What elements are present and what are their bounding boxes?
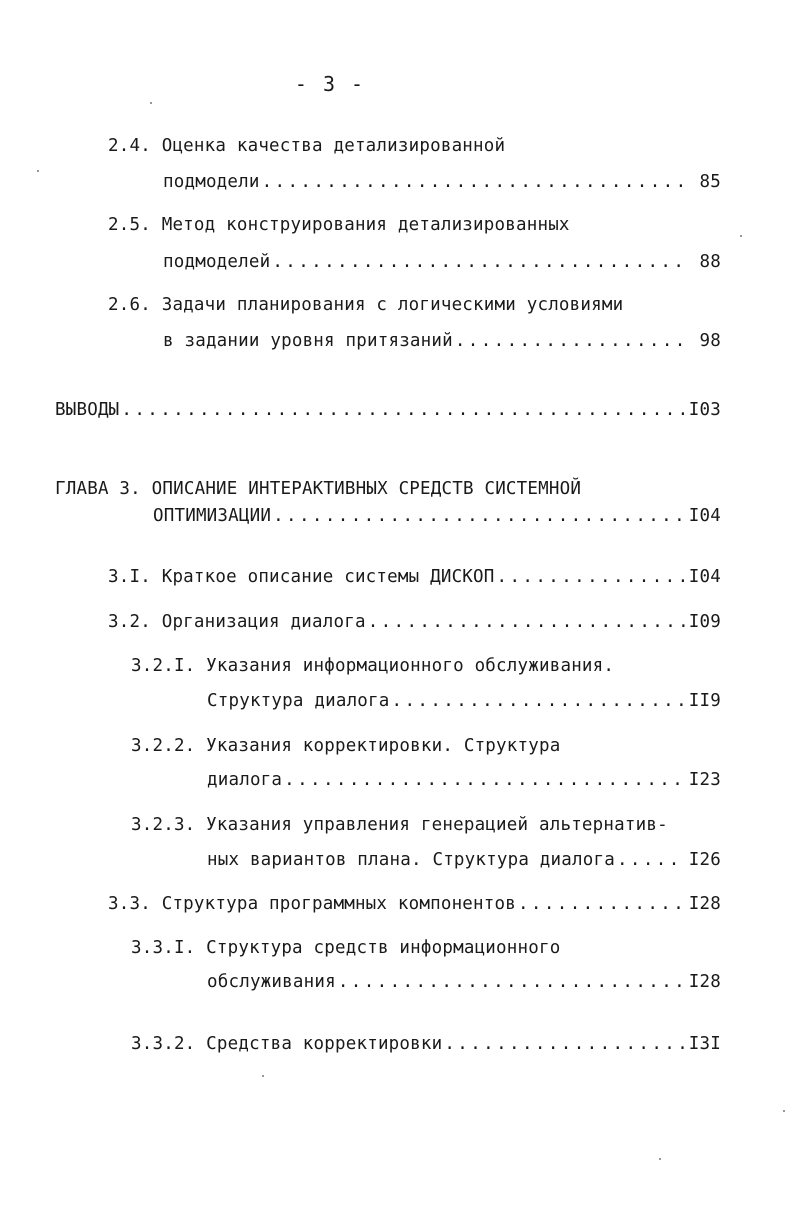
toc-entry-3-3-1-line2 (207, 970, 721, 994)
dot-leader (284, 768, 685, 792)
section-title-cont: в задании уровня притязаний (163, 331, 453, 351)
toc-entry-3-1 (108, 565, 721, 589)
section-title: ВЫВОДЫ (55, 400, 120, 420)
section-title: Указания корректировки. Структура (206, 736, 561, 756)
section-title: Указания управления генерацией альтернатив- (206, 815, 668, 835)
section-number: 3.3. (108, 894, 151, 914)
page-ref: I04 (688, 567, 721, 587)
page-ref: I23 (688, 770, 721, 790)
section-title-cont: подмодели (163, 172, 260, 192)
scan-speck (37, 170, 39, 172)
toc-entry-3-3-2 (131, 1032, 721, 1056)
section-title: Оценка качества детализированной (161, 136, 506, 156)
dot-leader (617, 848, 685, 872)
section-number: 3.2.3. (131, 815, 196, 835)
dot-leader (338, 970, 685, 994)
page-ref: 88 (699, 252, 721, 272)
scan-speck (783, 1110, 785, 1112)
section-title-cont: Структура диалога (207, 691, 390, 711)
toc-entry-3-2-1-line2 (207, 689, 721, 713)
page-ref: I3I (688, 1034, 721, 1054)
toc-entry-2-6-line1 (108, 293, 623, 317)
chapter-title: ОПИСАНИЕ ИНТЕРАКТИВНЫХ СРЕДСТВ СИСТЕМНОЙ (151, 479, 582, 499)
toc-entry-3-2-1-line1 (131, 654, 614, 678)
toc-entry-conclusions (55, 398, 721, 422)
section-title: Структура программных компонентов (161, 894, 516, 914)
scan-speck (659, 1158, 661, 1160)
page-ref: I09 (688, 612, 721, 632)
dot-leader (368, 610, 685, 634)
section-number: 3.2.2. (131, 736, 196, 756)
dot-leader (444, 1032, 684, 1056)
page-number: - 3 - (294, 72, 366, 96)
section-number: 3.I. (108, 567, 151, 587)
page-ref: 85 (699, 172, 721, 192)
section-number: 3.3.2. (131, 1034, 196, 1054)
page-ref: II9 (688, 691, 721, 711)
dot-leader (497, 565, 685, 589)
dot-leader (272, 250, 685, 274)
page-ref: 98 (699, 331, 721, 351)
toc-entry-2-4-line2 (163, 170, 721, 194)
toc-entry-3-3-1-line1 (131, 936, 560, 960)
dot-leader (455, 329, 685, 353)
section-title: Структура средств информационного (206, 938, 561, 958)
page-ref: I28 (688, 972, 721, 992)
toc-entry-3-2-2-line1 (131, 734, 560, 758)
section-number: 2.6. (108, 295, 151, 315)
toc-entry-3-2-3-line2 (207, 848, 721, 872)
page-ref: I04 (688, 506, 721, 526)
section-title: Краткое описание системы ДИСКОП (161, 567, 495, 587)
dot-leader (262, 170, 685, 194)
section-title: Метод конструирования детализированных (161, 215, 570, 235)
scan-speck (150, 102, 152, 104)
scan-speck (740, 235, 742, 237)
section-number: 3.2.I. (131, 656, 196, 676)
section-title: Организация диалога (161, 612, 366, 632)
page-ref: I26 (688, 850, 721, 870)
section-title-cont: обслуживания (207, 972, 336, 992)
dot-leader (121, 398, 684, 422)
toc-entry-2-5-line1 (108, 213, 570, 237)
page-ref: I03 (688, 400, 721, 420)
dot-leader (518, 892, 685, 916)
chapter-number: ГЛАВА 3. (55, 479, 141, 499)
toc-entry-chapter-3-line2 (153, 504, 721, 528)
toc-entry-3-2 (108, 610, 721, 634)
toc-entry-chapter-3-line1 (55, 477, 581, 501)
toc-entry-3-2-3-line1 (131, 813, 668, 837)
toc-entry-2-5-line2 (163, 250, 721, 274)
toc-entry-2-6-line2 (163, 329, 721, 353)
section-title: Средства корректировки (206, 1034, 443, 1054)
section-number: 2.5. (108, 215, 151, 235)
section-title-cont: диалога (207, 770, 283, 790)
dot-leader (273, 504, 685, 528)
section-title: Задачи планирования с логическими условиями (161, 295, 624, 315)
toc-entry-3-3 (108, 892, 721, 916)
scan-speck (262, 1075, 264, 1077)
section-number: 3.3.I. (131, 938, 196, 958)
section-title-cont: подмоделей (163, 252, 271, 272)
page-ref: I28 (688, 894, 721, 914)
toc-entry-2-4-line1 (108, 134, 505, 158)
section-number: 3.2. (108, 612, 151, 632)
section-number: 2.4. (108, 136, 151, 156)
section-title: Указания информационного обслуживания. (206, 656, 615, 676)
dot-leader (392, 689, 685, 713)
toc-entry-3-2-2-line2 (207, 768, 721, 792)
section-title-cont: ных вариантов плана. Структура диалога (207, 850, 615, 870)
chapter-title-cont: ОПТИМИЗАЦИИ (153, 506, 272, 526)
